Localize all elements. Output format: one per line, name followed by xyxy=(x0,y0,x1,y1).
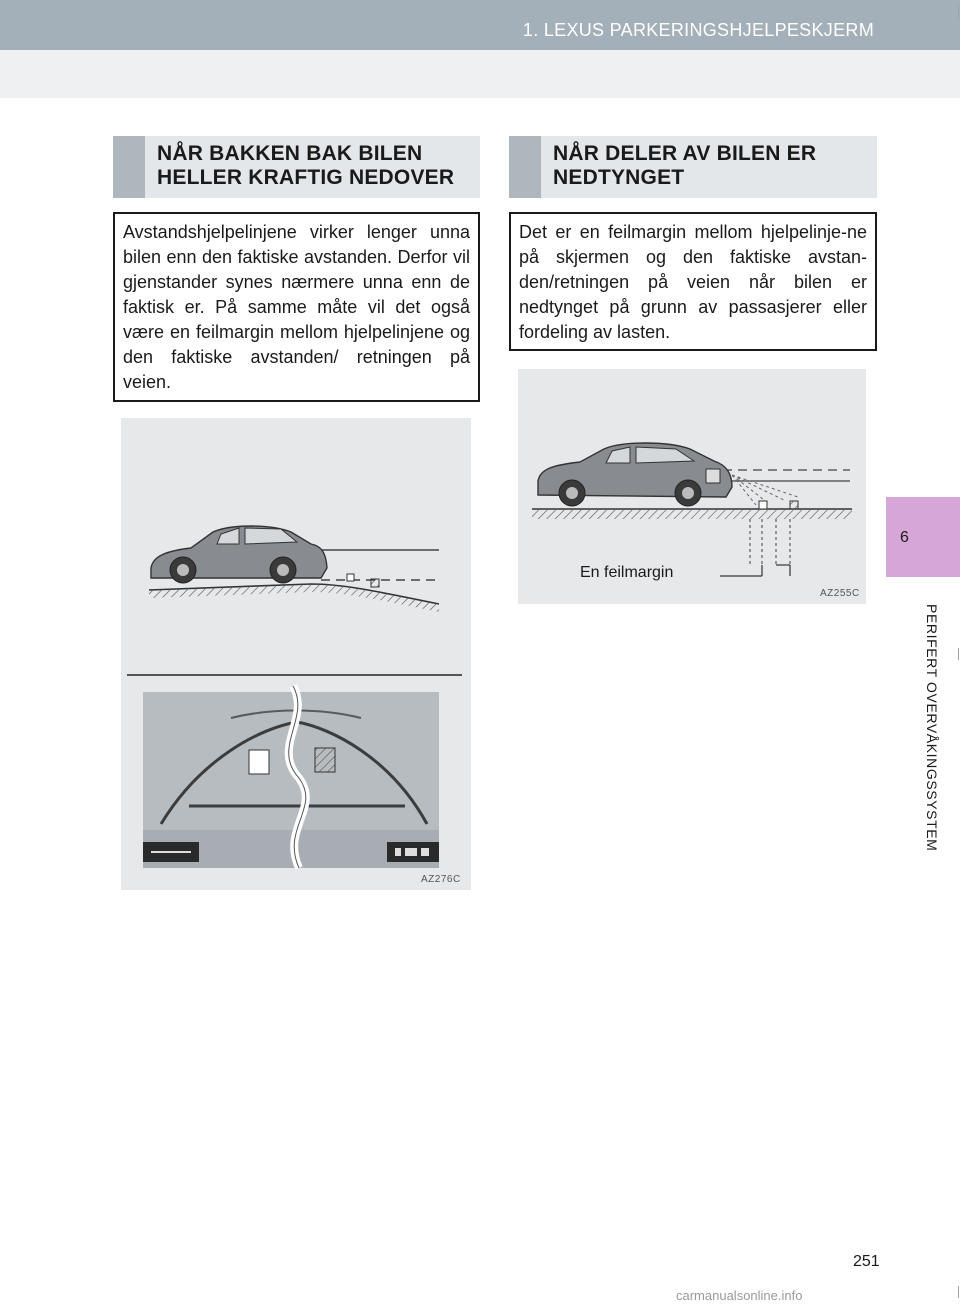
right-heading-line: NÅR DELER AV BILEN ER xyxy=(553,142,817,165)
crop-mark xyxy=(958,1286,959,1298)
chapter-title: PERIFERT OVERVÅKINGSSYSTEM xyxy=(924,604,940,852)
figure-label: En feilmargin xyxy=(580,564,674,581)
left-heading-line: NÅR BAKKEN BAK BILEN xyxy=(157,142,423,165)
watermark[interactable]: carmanualsonline.info xyxy=(676,1288,803,1303)
figure-code: AZ255C xyxy=(820,588,860,599)
chapter-number: 6 xyxy=(900,529,909,546)
crop-mark xyxy=(958,6,959,18)
camera-screen xyxy=(143,686,439,868)
figure-code: AZ276C xyxy=(421,874,461,885)
right-body-text: Det er en feilmargin mellom hjelpelinje-ne på skjermen og den faktiske avstan-den/retningen på veien når bilen er nedtynget på grunn av passasjerer eller fordeling av lasten. xyxy=(519,222,867,342)
load-diagram xyxy=(518,369,866,604)
left-info-box xyxy=(113,212,480,402)
right-info-box xyxy=(509,212,877,351)
marker-box xyxy=(759,501,767,509)
marker-box xyxy=(347,574,354,581)
left-heading-line: HELLER KRAFTIG NEDOVER xyxy=(157,166,455,189)
page-number: 251 xyxy=(853,1253,880,1270)
slope-illustration xyxy=(121,418,471,890)
marker-box xyxy=(371,579,379,587)
right-heading-line: NEDTYNGET xyxy=(553,166,685,189)
car-icon xyxy=(151,526,327,583)
left-heading xyxy=(113,136,480,198)
crop-mark xyxy=(958,648,959,660)
marker-box xyxy=(790,501,798,509)
slope-diagram xyxy=(121,418,471,890)
ground-hatch xyxy=(532,510,852,519)
load-illustration xyxy=(518,369,866,604)
left-body-text: Avstandshjelpelinjene virker lenger unna bilen enn den faktiske avstanden. Derfor vil gjenstander synes nærmere unna enn de faktisk er. På samme måte vil det også være en feilmargin mellom hjelpelinjene og den faktiske avstanden/ retningen på veien. xyxy=(123,222,470,392)
section-title: 1. LEXUS PARKERINGSHJELPESKJERM xyxy=(522,20,874,40)
header-subbar xyxy=(0,50,960,98)
right-heading xyxy=(509,136,877,198)
chapter-tab xyxy=(886,497,960,577)
header-bar xyxy=(0,0,960,50)
car-icon xyxy=(538,443,732,506)
